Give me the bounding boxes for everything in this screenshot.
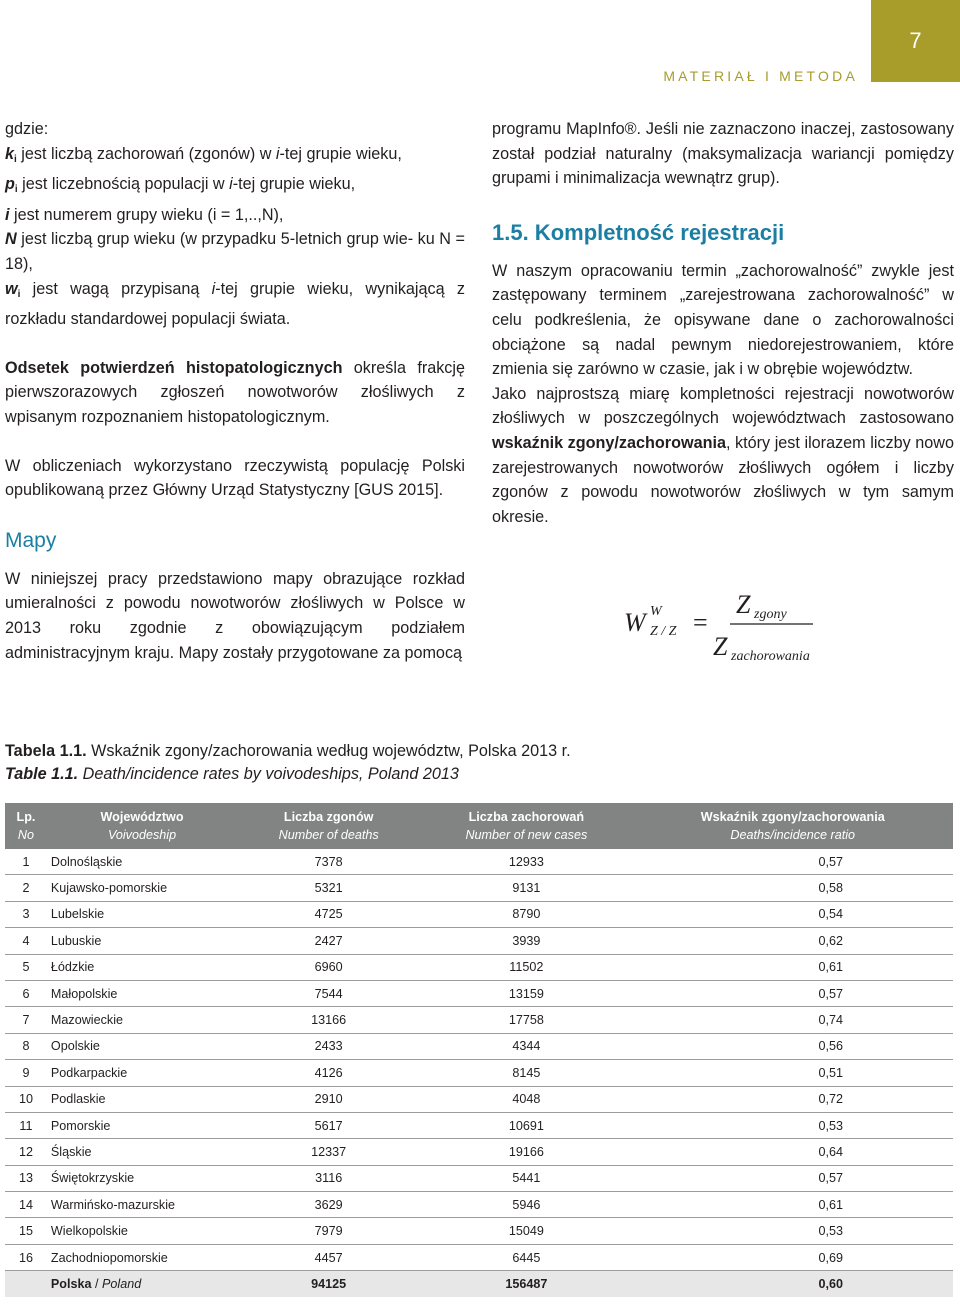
- table-header-row: [5, 803, 953, 849]
- completeness-heading: 1.5. Kompletność rejestracji: [492, 219, 785, 245]
- row-number: 4: [5, 928, 47, 954]
- row-ratio: 0,57: [632, 980, 953, 1006]
- row-ratio: 0,53: [632, 1112, 953, 1138]
- row-cases: 8145: [420, 1060, 632, 1086]
- row-cases: 3939: [420, 928, 632, 954]
- row-deaths: 2910: [237, 1086, 420, 1112]
- where-label: gdzie:: [5, 120, 49, 138]
- row-deaths: 13166: [237, 1007, 420, 1033]
- page-number: 7: [871, 0, 960, 82]
- table-row: [5, 849, 953, 875]
- row-ratio: 0,54: [632, 901, 953, 927]
- legend-w: $w_i$ jest wagą przypisaną i-tej grupie wieku, wynikającą z rozkładu standardowej populacji świata.: [5, 279, 465, 329]
- table-row: [5, 1139, 953, 1165]
- legend-n: N jest liczbą grup wieku (w przypadku 5-letnich grup wie- ku N = 18),: [5, 230, 465, 273]
- row-voivodeship: Wielkopolskie: [47, 1218, 237, 1244]
- table-row: [5, 1218, 953, 1244]
- row-deaths: 3629: [237, 1192, 420, 1218]
- table-row: [5, 1165, 953, 1191]
- legend-i: i jest numerem grupy wieku (i = 1,..,N),: [5, 205, 284, 224]
- row-cases: 5946: [420, 1192, 632, 1218]
- row-cases: 13159: [420, 980, 632, 1006]
- row-cases: 10691: [420, 1112, 632, 1138]
- row-deaths: 4457: [237, 1244, 420, 1270]
- row-number: 12: [5, 1139, 47, 1165]
- row-deaths: 2433: [237, 1033, 420, 1059]
- table-row: [5, 901, 953, 927]
- row-ratio: 0,57: [632, 849, 953, 875]
- row-number: 8: [5, 1033, 47, 1059]
- row-number: 9: [5, 1060, 47, 1086]
- table-row: [5, 1060, 953, 1086]
- table-row: [5, 1112, 953, 1138]
- table-row: [5, 1086, 953, 1112]
- row-deaths: 2427: [237, 928, 420, 954]
- row-cases: 5441: [420, 1165, 632, 1191]
- total-ratio: 0,60: [632, 1271, 953, 1297]
- row-ratio: 0,58: [632, 875, 953, 901]
- row-voivodeship: Podkarpackie: [47, 1060, 237, 1086]
- table-row: [5, 1007, 953, 1033]
- formula-denominator: Z: [713, 632, 728, 661]
- row-ratio: 0,61: [632, 954, 953, 980]
- row-cases: 11502: [420, 954, 632, 980]
- table-captions: [5, 740, 571, 786]
- formula-denominator-sub: zachorowania: [731, 649, 810, 664]
- row-deaths: 7979: [237, 1218, 420, 1244]
- table-total-row: [5, 1271, 953, 1297]
- row-number: 13: [5, 1165, 47, 1191]
- row-deaths: 6960: [237, 954, 420, 980]
- table-row: [5, 954, 953, 980]
- left-column: [5, 117, 465, 665]
- row-deaths: 4126: [237, 1060, 420, 1086]
- maps-paragraph: W niniejszej pracy przedstawiono mapy obrazujące rozkład umieralności z powodu nowotworów złośliwych w Polsce w 2013 roku zgodnie z obowiązującym podziałem administracyjnym kraju. Mapy zostały przygotowane za pomocą: [5, 569, 465, 662]
- population-paragraph: W obliczeniach wykorzystano rzeczywistą populację Polski opublikowaną przez Główny Urząd Statystyczny [GUS 2015].: [5, 456, 465, 500]
- caption-en: Table 1.1. Death/incidence rates by voivodeships, Poland 2013: [5, 765, 459, 783]
- row-number: 11: [5, 1112, 47, 1138]
- completeness-paragraph-2: Jako najprostszą miarę kompletności rejestracji nowotworów złośliwych w poszczególnych województwach zastosowano wskaźnik zgony/zachorowania, który jest ilorazem liczby nowo zarejestrowanych nowotworów złośliwych ogółem i liczby zgonów z powodu nowotworów złośliwych w tym samym okresie.: [492, 384, 954, 526]
- row-number: 15: [5, 1218, 47, 1244]
- header-voivodeship: Województwo Voivodeship: [100, 810, 184, 842]
- formula-legend: [5, 142, 465, 332]
- row-ratio: 0,62: [632, 928, 953, 954]
- row-number: 2: [5, 875, 47, 901]
- row-number: 1: [5, 849, 47, 875]
- ratio-formula: [620, 588, 860, 668]
- table-row: [5, 875, 953, 901]
- death-incidence-table: [5, 803, 953, 1297]
- row-deaths: 7378: [237, 849, 420, 875]
- formula-numerator: Z: [736, 590, 751, 619]
- row-ratio: 0,72: [632, 1086, 953, 1112]
- row-number: 3: [5, 901, 47, 927]
- total-cell-empty: [5, 1271, 47, 1297]
- row-deaths: 3116: [237, 1165, 420, 1191]
- section-header: MATERIAŁ I METODA: [663, 68, 858, 84]
- row-cases: 15049: [420, 1218, 632, 1244]
- row-voivodeship: Pomorskie: [47, 1112, 237, 1138]
- row-ratio: 0,74: [632, 1007, 953, 1033]
- formula-numerator-sub: zgony: [754, 607, 787, 622]
- table-row: [5, 1033, 953, 1059]
- table-row: [5, 928, 953, 954]
- formula-svg: [620, 588, 860, 668]
- row-number: 10: [5, 1086, 47, 1112]
- row-deaths: 5321: [237, 875, 420, 901]
- caption-pl: Tabela 1.1. Wskaźnik zgony/zachorowania według województw, Polska 2013 r.: [5, 742, 571, 760]
- row-cases: 4344: [420, 1033, 632, 1059]
- header-ratio: Wskaźnik zgony/zachorowania Deaths/incidence ratio: [700, 810, 885, 842]
- maps-heading: Mapy: [5, 528, 57, 552]
- formula-lhs-sub: Z / Z: [650, 624, 677, 639]
- row-number: 7: [5, 1007, 47, 1033]
- row-deaths: 7544: [237, 980, 420, 1006]
- row-voivodeship: Świętokrzyskie: [47, 1165, 237, 1191]
- row-cases: 17758: [420, 1007, 632, 1033]
- row-cases: 8790: [420, 901, 632, 927]
- legend-k: $k_i$ jest liczbą zachorowań (zgonów) w i-tej grupie wieku,: [5, 144, 402, 165]
- histopathology-paragraph: Odsetek potwierdzeń histopatologicznych określa frakcję pierwszorazowych zgłoszeń nowotworów złośliwych z wpisanym rozpoznaniem histopatologicznym.: [5, 358, 465, 426]
- row-cases: 12933: [420, 849, 632, 875]
- total-deaths: 94125: [237, 1271, 420, 1297]
- row-voivodeship: Lubelskie: [47, 901, 237, 927]
- formula-equals: =: [693, 608, 708, 637]
- header-no: Lp. No: [16, 810, 36, 842]
- formula-lhs-sup: W: [650, 604, 662, 619]
- row-cases: 4048: [420, 1086, 632, 1112]
- row-ratio: 0,69: [632, 1244, 953, 1270]
- formula-lhs: W: [624, 608, 646, 637]
- row-voivodeship: Zachodniopomorskie: [47, 1244, 237, 1270]
- row-ratio: 0,56: [632, 1033, 953, 1059]
- row-deaths: 12337: [237, 1139, 420, 1165]
- header-deaths: Liczba zgonów Number of deaths: [278, 810, 379, 842]
- row-number: 5: [5, 954, 47, 980]
- legend-p: $p_i$ jest liczebnością populacji w i-tej grupie wieku,: [5, 175, 356, 196]
- row-voivodeship: Warmińsko-mazurskie: [47, 1192, 237, 1218]
- row-ratio: 0,61: [632, 1192, 953, 1218]
- row-voivodeship: Lubuskie: [47, 928, 237, 954]
- row-deaths: 4725: [237, 901, 420, 927]
- right-column: [492, 117, 954, 529]
- header-cases: Liczba zachorowań Number of new cases: [465, 810, 588, 842]
- row-number: 14: [5, 1192, 47, 1218]
- total-label: Polska / Poland: [47, 1271, 237, 1297]
- row-voivodeship: Śląskie: [47, 1139, 237, 1165]
- row-ratio: 0,64: [632, 1139, 953, 1165]
- row-ratio: 0,53: [632, 1218, 953, 1244]
- row-voivodeship: Mazowieckie: [47, 1007, 237, 1033]
- row-voivodeship: Łódzkie: [47, 954, 237, 980]
- row-voivodeship: Kujawsko-pomorskie: [47, 875, 237, 901]
- table-row: [5, 1192, 953, 1218]
- row-deaths: 5617: [237, 1112, 420, 1138]
- row-ratio: 0,57: [632, 1165, 953, 1191]
- row-voivodeship: Opolskie: [47, 1033, 237, 1059]
- mapinfo-paragraph: programu MapInfo®. Jeśli nie zaznaczono inaczej, zastosowany został podział naturalny (maksymalizacja wariancji pomiędzy grupami i minimalizacja wewnątrz grup).: [492, 120, 954, 188]
- table-row: [5, 1244, 953, 1270]
- row-cases: 9131: [420, 875, 632, 901]
- row-number: 6: [5, 980, 47, 1006]
- total-cases: 156487: [420, 1271, 632, 1297]
- row-voivodeship: Małopolskie: [47, 980, 237, 1006]
- row-cases: 19166: [420, 1139, 632, 1165]
- table-row: [5, 980, 953, 1006]
- row-cases: 6445: [420, 1244, 632, 1270]
- completeness-paragraph-1: W naszym opracowaniu termin „zachorowalność” zwykle jest zastępowany terminem „zarejestrowana zachorowalność” w celu podkreślenia, że opisywane dane o zachorowalności obciążone są nadal pewnym niedorejestrowaniem, które zmienia się zarówno w czasie, jak i w obrębie województw.: [492, 261, 954, 379]
- row-voivodeship: Dolnośląskie: [47, 849, 237, 875]
- row-number: 16: [5, 1244, 47, 1270]
- row-voivodeship: Podlaskie: [47, 1086, 237, 1112]
- row-ratio: 0,51: [632, 1060, 953, 1086]
